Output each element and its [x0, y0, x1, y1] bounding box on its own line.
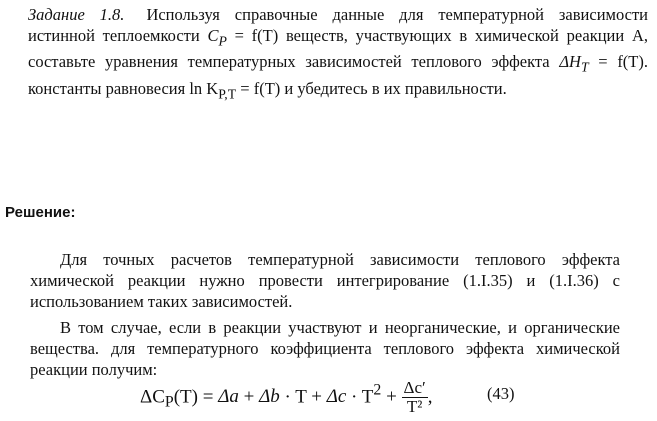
equation-number: (43) — [487, 384, 515, 403]
solution-heading: Решение: — [5, 204, 76, 221]
formula-comma: , — [427, 386, 433, 408]
task-label: Задание 1.8. — [28, 5, 125, 24]
formula-lhs-subscript: P — [164, 393, 174, 411]
task-statement — [28, 4, 648, 104]
task-text-part2: = f(T) веществ, участвующих в химической реакции А, составьте уравнения температурных зависимостей теплового эффекта — [28, 26, 648, 72]
formula-plus-1: + — [238, 386, 260, 408]
formula-fraction — [402, 379, 428, 416]
cp-subscript: P — [218, 33, 227, 49]
lnk-subscript: P,T — [218, 85, 237, 101]
formula-43 — [140, 379, 432, 419]
solution-paragraph-1: Для точных расчетов температурной зависимости теплового эффекта химической реакции нужно провести интегрирование (1.I.35) и (1.I.36) с использованием таких зависимостей. — [30, 250, 620, 311]
lnk-symbol: ln K — [189, 78, 219, 98]
formula-plus-2: + — [381, 386, 402, 408]
task-text-part3: = f(T). константы равновесия — [28, 52, 649, 98]
formula-term-c: Δc — [326, 385, 347, 407]
task-text-part1: Используя справочные данные для температурной зависимости истинной теплоемкости — [28, 5, 648, 45]
task-text-part4: = f(T) и убедитесь в их правильности. — [236, 78, 507, 98]
formula-dot-t-squared: · T — [346, 386, 374, 408]
formula-lhs-argument: (T) = — [173, 386, 219, 408]
formula-term-b: Δb — [259, 385, 280, 407]
solution-paragraph-2: В том случае, если в реакции участвуют и неорганические, и органические вещества. для температурного коэффициента теплового эффекта химической реакции получим: — [30, 318, 620, 379]
fraction-numerator: Δc′ — [403, 378, 426, 397]
formula-lhs: ΔC — [140, 386, 165, 408]
dh-symbol: ΔH — [559, 52, 581, 72]
formula-dot-t: · T + — [279, 386, 327, 408]
formula-square-exponent: 2 — [373, 381, 382, 399]
dh-subscript: T — [580, 59, 589, 75]
cp-symbol: C — [207, 26, 219, 45]
fraction-denominator: T² — [406, 397, 423, 416]
formula-term-a: Δa — [218, 385, 239, 407]
